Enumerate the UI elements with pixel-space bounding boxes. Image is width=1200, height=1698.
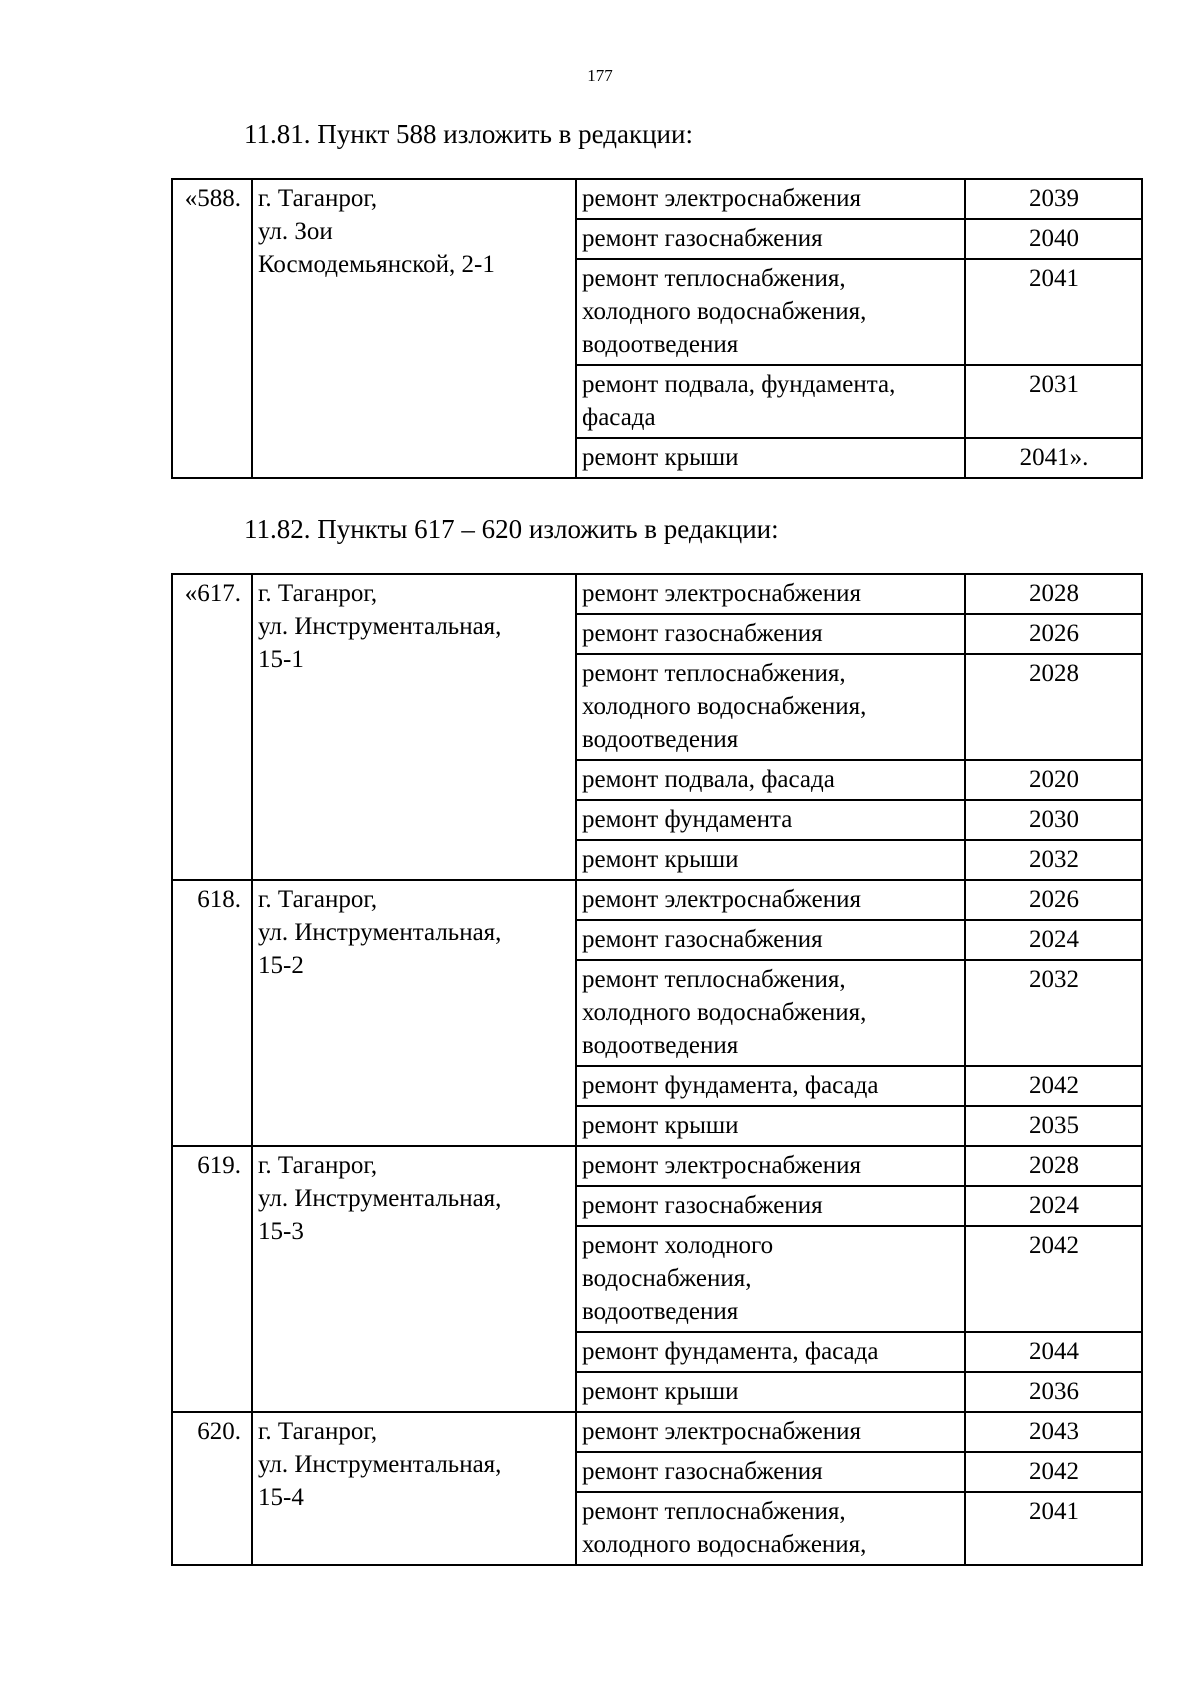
- work-year: 2044: [965, 1332, 1142, 1372]
- work-type: ремонт газоснабжения: [576, 219, 965, 259]
- page-number: 177: [587, 66, 613, 85]
- work-year: 2041».: [965, 438, 1142, 478]
- work-type: ремонт электроснабжения: [576, 1412, 965, 1452]
- section-heading-11-81: 11.81. Пункт 588 изложить в редакции:: [244, 119, 693, 149]
- item-address: г. Таганрог, ул. Инструментальная, 15-4: [252, 1412, 576, 1565]
- item-number: 620.: [172, 1412, 252, 1565]
- work-year: 2028: [965, 1146, 1142, 1186]
- work-year: 2026: [965, 880, 1142, 920]
- table-row: [172, 1146, 1142, 1186]
- item-number: 619.: [172, 1146, 252, 1412]
- table-row: [172, 574, 1142, 614]
- item-number: «617.: [172, 574, 252, 880]
- work-year: 2020: [965, 760, 1142, 800]
- item-address: г. Таганрог, ул. Инструментальная, 15-2: [252, 880, 576, 1146]
- work-type: ремонт подвала, фундамента, фасада: [576, 365, 965, 438]
- work-type: ремонт электроснабжения: [576, 179, 965, 219]
- work-type: ремонт холодного водоснабжения, водоотведения: [576, 1226, 965, 1332]
- work-year: 2024: [965, 1186, 1142, 1226]
- work-type: ремонт газоснабжения: [576, 1452, 965, 1492]
- work-year: 2042: [965, 1066, 1142, 1106]
- work-type: ремонт фундамента, фасада: [576, 1066, 965, 1106]
- work-year: 2026: [965, 614, 1142, 654]
- table-row: [172, 880, 1142, 920]
- work-type: ремонт электроснабжения: [576, 880, 965, 920]
- work-year: 2042: [965, 1452, 1142, 1492]
- work-type: ремонт крыши: [576, 1106, 965, 1146]
- work-type: ремонт подвала, фасада: [576, 760, 965, 800]
- work-type: ремонт газоснабжения: [576, 1186, 965, 1226]
- work-year: 2041: [965, 259, 1142, 365]
- work-year: 2043: [965, 1412, 1142, 1452]
- item-address: г. Таганрог, ул. Зои Космодемьянской, 2-1: [252, 179, 576, 478]
- item-number: 618.: [172, 880, 252, 1146]
- table-row: [172, 179, 1142, 219]
- work-year: 2040: [965, 219, 1142, 259]
- table-row: [172, 1412, 1142, 1452]
- item-address: г. Таганрог, ул. Инструментальная, 15-3: [252, 1146, 576, 1412]
- work-type: ремонт теплоснабжения, холодного водоснабжения, водоотведения: [576, 654, 965, 760]
- work-year: 2041: [965, 1492, 1142, 1565]
- work-type: ремонт электроснабжения: [576, 574, 965, 614]
- work-type: ремонт электроснабжения: [576, 1146, 965, 1186]
- work-type: ремонт крыши: [576, 840, 965, 880]
- works-table: [171, 573, 1143, 1566]
- work-type: ремонт газоснабжения: [576, 920, 965, 960]
- work-year: 2035: [965, 1106, 1142, 1146]
- section-heading-11-82: 11.82. Пункты 617 – 620 изложить в редакции:: [244, 514, 779, 544]
- work-type: ремонт крыши: [576, 1372, 965, 1412]
- work-year: 2042: [965, 1226, 1142, 1332]
- work-type: ремонт фундамента: [576, 800, 965, 840]
- work-type: ремонт фундамента, фасада: [576, 1332, 965, 1372]
- work-year: 2028: [965, 654, 1142, 760]
- work-year: 2032: [965, 960, 1142, 1066]
- works-table: [171, 178, 1143, 479]
- work-year: 2032: [965, 840, 1142, 880]
- work-type: ремонт теплоснабжения, холодного водоснабжения, водоотведения: [576, 960, 965, 1066]
- item-address: г. Таганрог, ул. Инструментальная, 15-1: [252, 574, 576, 880]
- work-year: 2030: [965, 800, 1142, 840]
- work-year: 2024: [965, 920, 1142, 960]
- work-type: ремонт крыши: [576, 438, 965, 478]
- work-year: 2028: [965, 574, 1142, 614]
- work-year: 2039: [965, 179, 1142, 219]
- work-type: ремонт теплоснабжения, холодного водоснабжения, водоотведения: [576, 259, 965, 365]
- work-year: 2036: [965, 1372, 1142, 1412]
- item-number: «588.: [172, 179, 252, 478]
- work-year: 2031: [965, 365, 1142, 438]
- work-type: ремонт теплоснабжения, холодного водоснабжения,: [576, 1492, 965, 1565]
- work-type: ремонт газоснабжения: [576, 614, 965, 654]
